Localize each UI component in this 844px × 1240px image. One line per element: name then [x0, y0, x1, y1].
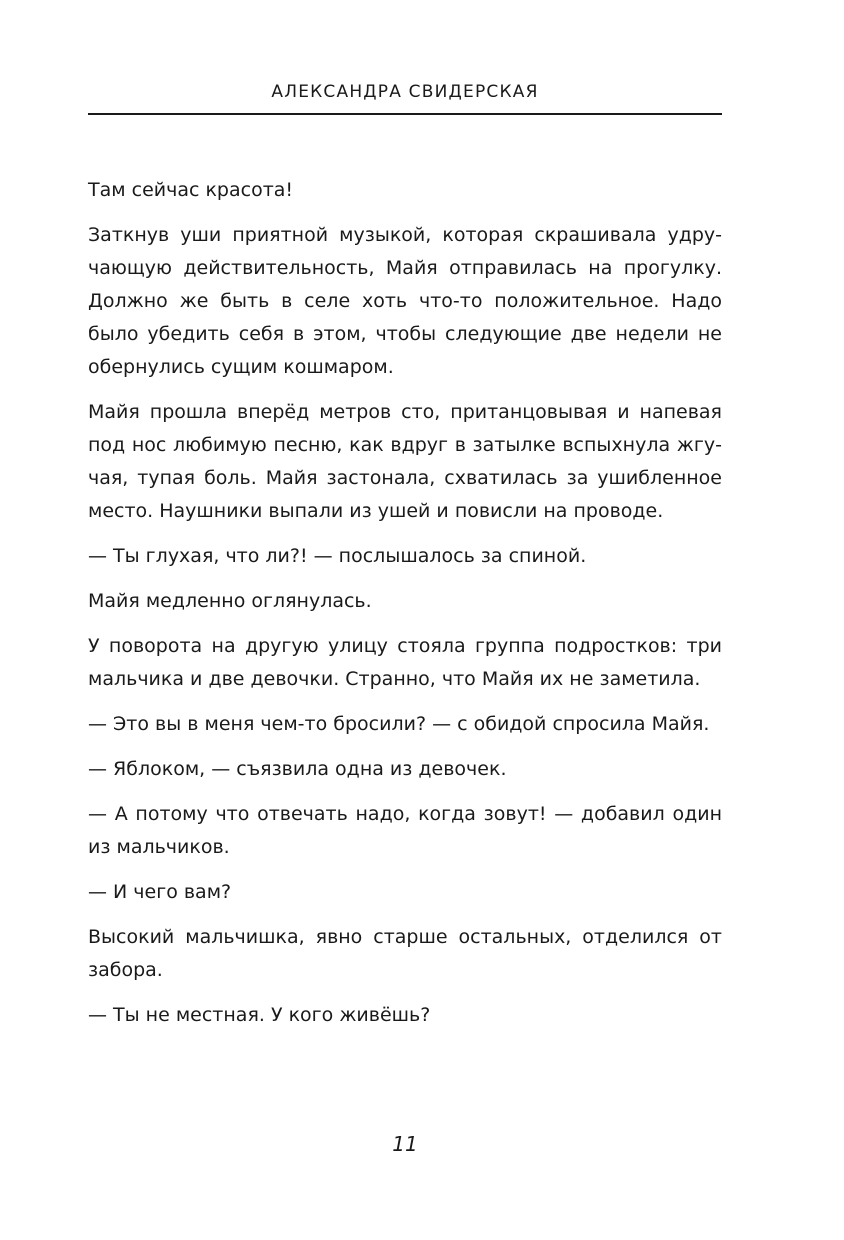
header-rule — [88, 113, 722, 115]
paragraph: — Ты не местная. У кого живёшь? — [88, 1004, 431, 1026]
paragraph: — А потому что отвечать надо, когда зовут! — добавил один из мальчиков. — [88, 803, 722, 858]
page-number: 11 — [392, 1132, 418, 1156]
paragraph: — И чего вам? — [88, 881, 232, 903]
page-body — [88, 174, 722, 1044]
paragraph: — Это вы в меня чем-то бросили? — с обидой спросила Майя. — [88, 713, 710, 735]
paragraph: Там сейчас красота! — [88, 179, 294, 201]
paragraph: Майя медленно оглянулась. — [88, 590, 372, 612]
paragraph: Майя прошла вперёд метров сто, пританцовывая и напевая под нос любимую песню, как вдруг в затылке вспыхнула жгучая, тупая боль. Майя застонала, схватилась за ушибленное место. Наушники выпали из ушей и повисли на проводе. — [88, 401, 722, 522]
paragraph: Высокий мальчишка, явно старше остальных, отделился от забора. — [88, 926, 722, 981]
paragraph: — Яблоком, — съязвила одна из девочек. — [88, 758, 507, 780]
paragraph: У поворота на другую улицу стояла группа подростков: три мальчика и две девочки. Странно, что Майя их не заметила. — [88, 635, 722, 690]
running-header-author: АЛЕКСАНДРА СВИДЕРСКАЯ — [271, 82, 539, 102]
paragraph: — Ты глухая, что ли?! — послышалось за спиной. — [88, 545, 587, 567]
paragraph: Заткнув уши приятной музыкой, которая скрашивала удручающую действительность, Майя отправилась на прогулку. Должно же быть в селе хоть что-то положительное. Надо было убедить себя в этом, чтобы следующие две недели не обернулись сущим кошмаром. — [88, 224, 722, 378]
